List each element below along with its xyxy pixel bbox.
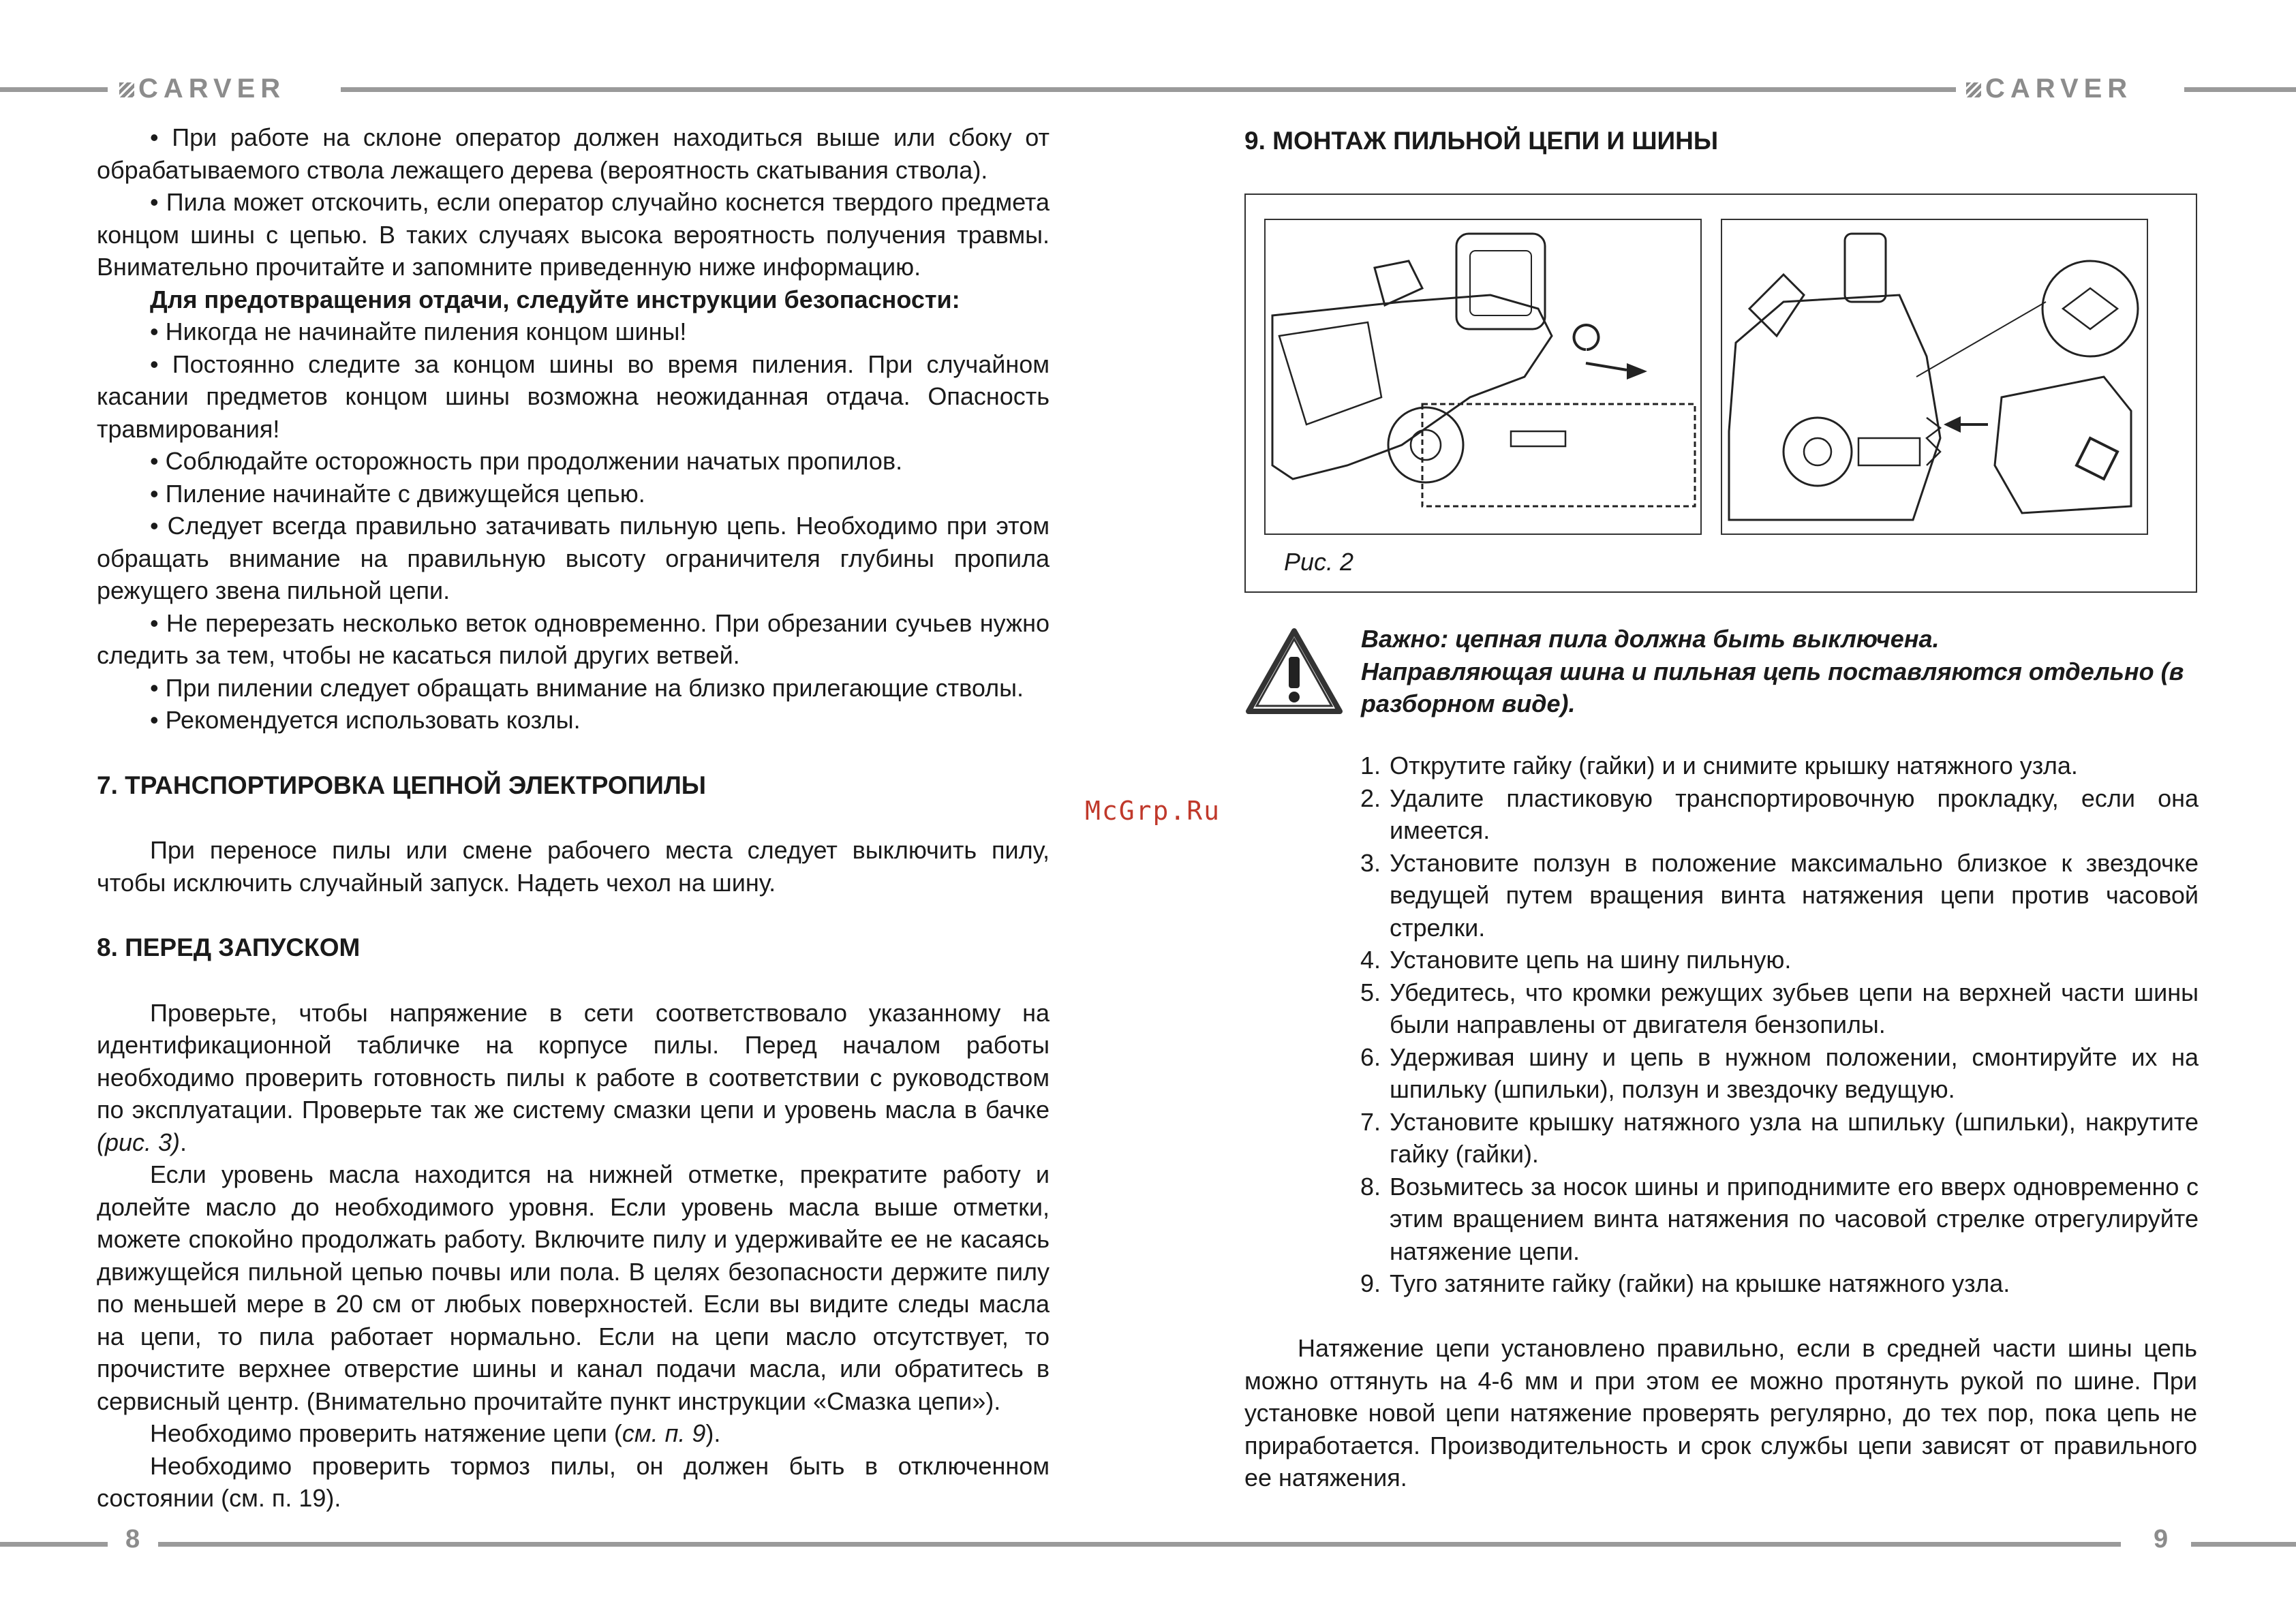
warning-text: [1361, 623, 2199, 720]
brand-logo-left: [119, 74, 286, 104]
header-rule-left: [0, 87, 108, 92]
step-text: Установите цепь на шину пильную.: [1390, 946, 1792, 974]
paragraph: • При работе на склоне оператор должен находиться выше или сбоку от обрабатываемого ствола лежащего дерева (вероятность скатывания ствола).: [97, 123, 1050, 184]
step-text: Туго затяните гайку (гайки) на крышке натяжного узла.: [1390, 1269, 2010, 1297]
chainsaw-bar-illustration: [1266, 220, 1700, 533]
tensioner-cover-illustration: [1722, 220, 2146, 533]
list-item: [1360, 1267, 2199, 1300]
step-text: Удерживая шину и цепь в нужном положении, смонтируйте их на шпильку (шпильки), ползун и звездочку ведущую.: [1390, 1042, 2199, 1103]
watermark: McGrp.Ru: [1085, 796, 1221, 826]
tension-paragraph: [1244, 1332, 2197, 1494]
step-number: 3.: [1360, 848, 1381, 877]
logo-mark-icon: [119, 82, 134, 97]
figure-panel-right: [1721, 219, 2148, 535]
brand-name: CARVER: [1985, 74, 2133, 104]
text: ).: [705, 1419, 721, 1447]
left-column: [97, 121, 1050, 1515]
list-item: [1360, 782, 2199, 847]
header-rule-right: [2184, 87, 2296, 92]
footer-rule-right: [2191, 1542, 2296, 1547]
list-item: • Пиление начинайте с движущейся цепью.: [150, 479, 645, 508]
brand-name: CARVER: [138, 74, 286, 104]
section-9-title: 9. МОНТАЖ ПИЛЬНОЙ ЦЕПИ И ШИНЫ: [1244, 127, 1719, 155]
text: Необходимо проверить натяжение цепи (: [150, 1419, 622, 1447]
text: Проверьте, чтобы напряжение в сети соответствовало указанному на идентификационной табличке на корпусе пилы. Перед началом работы необходимо проверить готовность пилы к работе в соответствии с руководством по эксплуатации. Проверьте так же систему смазки цепи и уровень масла в бачке: [97, 998, 1050, 1124]
section-8-paragraph-4: Необходимо проверить тормоз пилы, он должен быть в отключенном состоянии (см. п. 19).: [97, 1451, 1050, 1512]
step-text: Установите крышку натяжного узла на шпильку (шпильки), накрутите гайку (гайки).: [1390, 1107, 2199, 1168]
warning-line-1: Важно: цепная пила должна быть выключена.: [1361, 625, 1940, 653]
step-text: Убедитесь, что кромки режущих зубьев цепи на верхней части шины были направлены от двигателя бензопилы.: [1390, 978, 2199, 1038]
list-item: • Рекомендуется использовать козлы.: [150, 706, 581, 734]
assembly-steps: [1360, 749, 2199, 1300]
step-number: 1.: [1360, 752, 1381, 779]
step-text: Установите ползун в положение максимально близкое к звездочке ведущей путем вращения винта натяжения цепи против часовой стрелки.: [1390, 848, 2199, 942]
step-number: 4.: [1360, 946, 1381, 974]
list-item: [1360, 944, 2199, 976]
list-item: [1360, 847, 2199, 944]
brand-logo-right: [1966, 74, 2132, 104]
step-number: 9.: [1360, 1269, 1381, 1297]
header-rule-center: [341, 87, 1956, 92]
list-item: [1360, 976, 2199, 1041]
step-number: 5.: [1360, 978, 1381, 1006]
step-number: 7.: [1360, 1107, 1381, 1136]
figure-reference: (рис. 3): [97, 1128, 181, 1156]
footer-rule-left: [0, 1542, 108, 1547]
section-7-text: При переносе пилы или смене рабочего места следует выключить пилу, чтобы исключить случайный запуск. Надеть чехол на шину.: [97, 836, 1050, 897]
section-8-paragraph-2: Если уровень масла находится на нижней отметке, прекратите работу и долейте масло до необходимого уровня. Если уровень масла выше отметки, можете спокойно продолжать работу. Включите пилу и удерживайте ее не касаясь движущейся пильной цепью почвы или пола. В целях безопасности держите пилу по меньшей мере в 20 см от любых поверхностей. Если вы видите следы масла на цепи, то пила работает нормально. Если на цепи масло отсутствует, то прочистите верхнее отверстие шины и канал подачи масла, или обратитесь в сервисный центр. (Внимательно прочитайте пункт инструкции «Смазка цепи»).: [97, 1160, 1050, 1415]
section-8-paragraph-3: [97, 1417, 1050, 1450]
paragraph: • Пила может отскочить, если оператор случайно коснется твердого предмета концом шины с цепью. В таких случаях высока вероятность получения травмы. Внимательно прочитайте и запомните приведенную ниже информацию.: [97, 188, 1050, 281]
step-text: Возьмитесь за носок шины и приподнимите его вверх одновременно с этим вращением винта натяжения по часовой стрелке отрегулируйте натяжение цепи.: [1390, 1172, 2199, 1265]
list-item: • Никогда не начинайте пиления концом шины!: [150, 318, 687, 345]
figure-2: [1244, 194, 2197, 593]
list-item: • Не перерезать несколько веток одновременно. При обрезании сучьев нужно следить за тем, чтобы не касаться пилой других ветвей.: [97, 608, 1050, 669]
section-7-title: 7. ТРАНСПОРТИРОВКА ЦЕПНОЙ ЭЛЕКТРОПИЛЫ: [97, 771, 707, 799]
step-number: 6.: [1360, 1042, 1381, 1071]
section-8-title: 8. ПЕРЕД ЗАПУСКОМ: [97, 933, 361, 961]
figure-panel-left: [1264, 219, 1702, 535]
page-number-right: 9: [2154, 1525, 2169, 1554]
page-number-left: 8: [125, 1525, 140, 1554]
list-item: • Следует всегда правильно затачивать пильную цепь. Необходимо при этом обращать внимание на правильную высоту ограничителя глубины пропила режущего звена пильной цепи.: [97, 512, 1050, 604]
list-item: [1360, 749, 2199, 782]
logo-mark-icon: [1966, 82, 1981, 97]
step-number: 8.: [1360, 1172, 1381, 1201]
list-item: [1360, 1171, 2199, 1268]
list-item: [1360, 1106, 2199, 1171]
step-text: Удалите пластиковую транспортировочную прокладку, если она имеется.: [1390, 784, 2199, 844]
list-item: • Соблюдайте осторожность при продолжении начатых пропилов.: [150, 447, 903, 475]
warning-line-2: Направляющая шина и пильная цепь поставляются отдельно (в разборном виде).: [1361, 657, 2184, 717]
section-8-paragraph-1: [97, 997, 1050, 1159]
list-item: • Постоянно следите за концом шины во время пиления. При случайном касании предметов концом шины возможна неожиданная отдача. Опасность травмирования!: [97, 350, 1050, 443]
list-item: [1360, 1041, 2199, 1106]
paragraph: Натяжение цепи установлено правильно, если в средней части шины цепь можно оттянуть на 4-6 мм и при этом ее можно протянуть рукой по шине. При установке новой цепи натяжение проверять регулярно, до тех пор, пока цепь не приработается. Производительность и срок службы цепи зависят от правильного ее натяжения.: [1244, 1334, 2197, 1491]
figure-caption: Рис. 2: [1284, 548, 1354, 576]
list-item: • При пилении следует обращать внимание на близко прилегающие стволы.: [150, 673, 1024, 702]
kickback-heading: Для предотвращения отдачи, следуйте инструкции безопасности:: [150, 285, 960, 313]
step-text: Открутите гайку (гайки) и и снимите крышку натяжного узла.: [1390, 752, 2078, 779]
footer-rule-center: [158, 1542, 2121, 1547]
text: .: [180, 1128, 187, 1156]
step-number: 2.: [1360, 784, 1381, 812]
section-reference: см. п. 9: [622, 1419, 706, 1447]
warning-triangle-icon: [1244, 627, 1344, 717]
